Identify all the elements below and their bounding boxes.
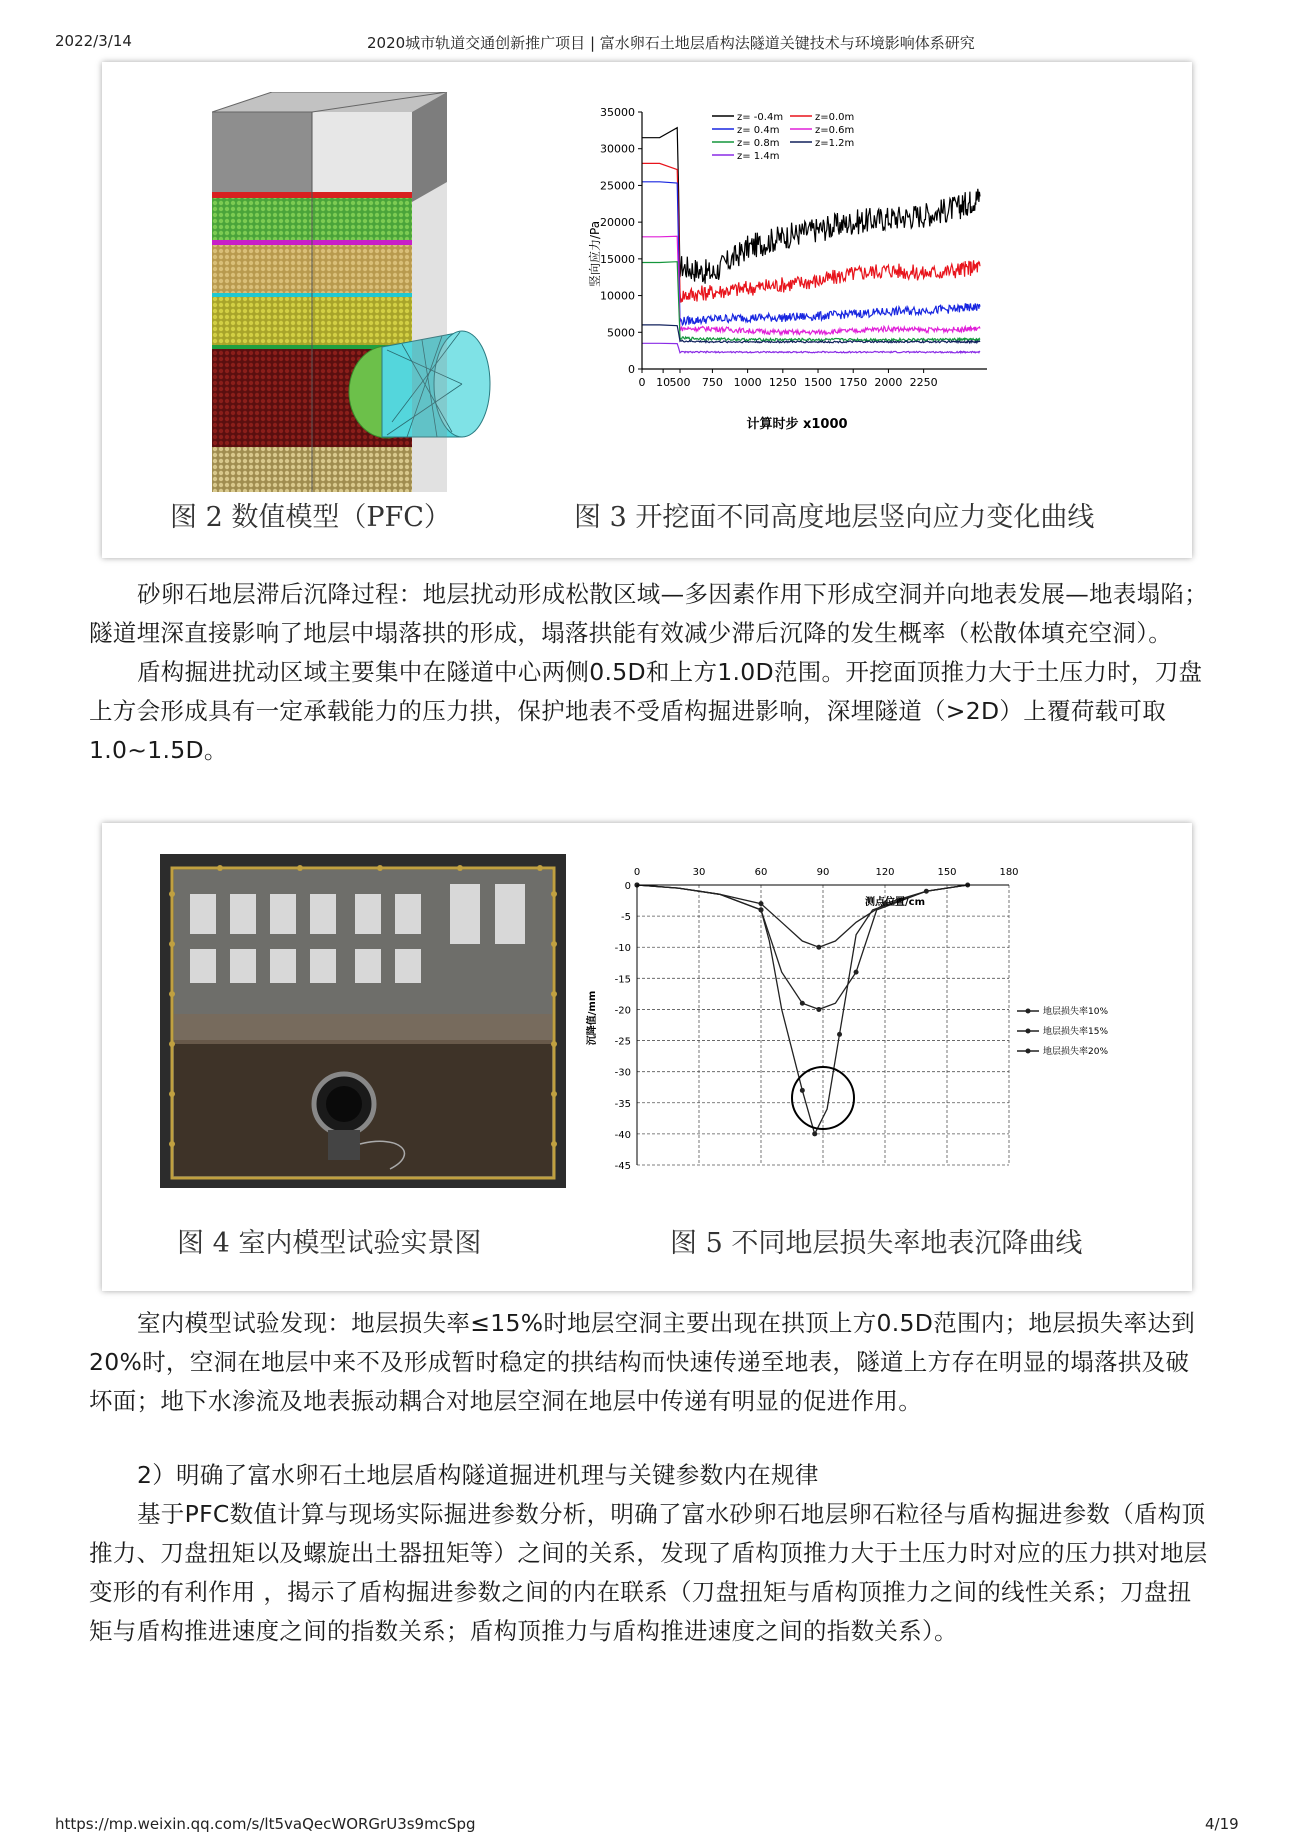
legend-label: z=1.2m bbox=[815, 138, 855, 149]
paragraph-4: 基于PFC数值计算与现场实际掘进参数分析，明确了富水砂卵石地层卵石粒径与盾构掘进参数（盾构顶推力、刀盘扭矩以及螺旋出土器扭矩等）之间的关系，发现了盾构顶推力大于土压力时对应的压力拱对地层变形的有利作用 ，揭示了盾构掘进参数之间的内在联系（刀盘扭矩与盾构顶推力之间的线性关系；刀盘扭矩与盾构推进速度之间的指数关系；盾构顶推力与盾构推进速度之间的指数关系）。 bbox=[89, 1500, 1208, 1645]
y-tick-label: -25 bbox=[614, 1036, 631, 1048]
settlement-chart-xlabel: 测点位置/cm bbox=[865, 897, 925, 908]
y-tick-label: -5 bbox=[621, 912, 631, 924]
legend-marker bbox=[1026, 1029, 1031, 1034]
figure-card-1 bbox=[102, 62, 1192, 558]
legend-label: z= -0.4m bbox=[737, 112, 784, 123]
footer-page-number: 4/19 bbox=[1205, 1815, 1239, 1833]
legend-label: 地层损失率10% bbox=[1043, 1007, 1109, 1017]
data-point bbox=[759, 907, 764, 912]
x-tick-label: 500 bbox=[669, 376, 691, 389]
y-tick-label: 0 bbox=[628, 363, 635, 376]
legend-label: 地层损失率15% bbox=[1043, 1027, 1109, 1037]
y-tick-label: 25000 bbox=[600, 179, 635, 193]
x-tick-label: 1750 bbox=[839, 376, 868, 389]
y-tick-label: 15000 bbox=[600, 252, 635, 266]
x-tick-label: 60 bbox=[754, 867, 768, 878]
text-block-3 bbox=[89, 1456, 1211, 1651]
y-tick-label: -10 bbox=[614, 943, 631, 955]
legend-marker bbox=[1026, 1049, 1031, 1054]
fig5-caption: 图 5 不同地层损失率地表沉降曲线 bbox=[670, 1228, 1083, 1259]
paragraph-1: 砂卵石地层滞后沉降过程：地层扰动形成松散区域—多因素作用下形成空洞并向地表发展—地表塌陷；隧道埋深直接影响了地层中塌落拱的形成，塌落拱能有效减少滞后沉降的发生概率（松散体填充空洞）。 bbox=[89, 580, 1208, 647]
legend-label: z= 0.4m bbox=[737, 125, 780, 136]
fig2-caption: 图 2 数值模型（PFC） bbox=[170, 502, 451, 533]
y-tick-label: -35 bbox=[614, 1098, 631, 1110]
header-date: 2022/3/14 bbox=[55, 32, 132, 50]
x-tick-label: 0 bbox=[638, 376, 646, 389]
settlement-chart bbox=[577, 853, 1137, 1193]
fig4-caption: 图 4 室内模型试验实景图 bbox=[177, 1228, 482, 1259]
y-tick-label: -40 bbox=[614, 1129, 631, 1141]
stress-chart-ylabel: 竖向应力/Pa bbox=[588, 220, 602, 288]
y-tick-label: -20 bbox=[614, 1005, 631, 1017]
settlement-chart-ylabel: 沉降值/mm bbox=[587, 990, 598, 1046]
legend-label: 地层损失率20% bbox=[1043, 1047, 1109, 1057]
data-point bbox=[800, 1001, 805, 1006]
x-tick-label: 750 bbox=[701, 376, 723, 389]
y-tick-label: 20000 bbox=[600, 216, 635, 230]
lab-model-photo bbox=[160, 854, 566, 1188]
y-tick-label: -30 bbox=[614, 1067, 631, 1079]
text-block-1 bbox=[89, 575, 1211, 770]
data-point bbox=[816, 1007, 821, 1012]
series-line bbox=[642, 163, 980, 302]
legend-marker bbox=[1026, 1009, 1031, 1014]
x-tick-label: 90 bbox=[816, 867, 830, 878]
pfc-model-image bbox=[212, 92, 532, 502]
data-point bbox=[854, 970, 859, 975]
footer-url[interactable]: https://mp.weixin.qq.com/s/lt5vaQecWORGrU3s9mcSpg bbox=[55, 1815, 476, 1833]
legend-label: z=0.6m bbox=[815, 125, 855, 136]
y-tick-label: 5000 bbox=[607, 326, 635, 340]
settlement-chart-axes bbox=[615, 867, 1019, 1172]
x-tick-label: 150 bbox=[937, 867, 957, 878]
figure-card-2 bbox=[102, 823, 1192, 1291]
x-tick-label: 2250 bbox=[909, 376, 938, 389]
x-tick-label: 1250 bbox=[768, 376, 797, 389]
data-point bbox=[837, 1032, 842, 1037]
y-tick-label: 35000 bbox=[600, 106, 635, 119]
data-point bbox=[924, 889, 929, 894]
settlement-chart-legend bbox=[1017, 1005, 1108, 1057]
paragraph-2: 盾构掘进扰动区域主要集中在隧道中心两侧0.5D和上方1.0D范围。开挖面顶推力大于土压力时，刀盘上方会形成具有一定承载能力的压力拱，保护地表不受盾构掘进影响，深埋隧道（>2D）上覆荷载可取1.0~1.5D。 bbox=[89, 658, 1203, 764]
data-point bbox=[759, 901, 764, 906]
y-tick-label: 0 bbox=[624, 881, 631, 892]
x-tick-label: 1500 bbox=[804, 376, 833, 389]
y-tick-label: 30000 bbox=[600, 142, 635, 156]
series-line bbox=[642, 128, 980, 284]
series-line bbox=[642, 343, 980, 353]
x-tick-label: 30 bbox=[692, 867, 706, 878]
section-heading: 2）明确了富水卵石土地层盾构隧道掘进机理与关键参数内在规律 bbox=[137, 1461, 819, 1489]
series-line bbox=[642, 182, 980, 325]
x-tick-label: 2000 bbox=[874, 376, 903, 389]
stress-chart-legend bbox=[712, 112, 854, 162]
y-tick-label: -45 bbox=[614, 1161, 631, 1172]
x-tick-label: 180 bbox=[999, 867, 1019, 878]
x-tick-label: 10 bbox=[656, 376, 671, 389]
text-block-2 bbox=[89, 1304, 1211, 1421]
stress-chart-plot bbox=[642, 128, 980, 353]
fig3-caption: 图 3 开挖面不同高度地层竖向应力变化曲线 bbox=[574, 502, 1095, 533]
data-point bbox=[812, 1131, 817, 1136]
legend-label: z=0.0m bbox=[815, 112, 855, 123]
x-tick-label: 0 bbox=[633, 867, 641, 878]
y-tick-label: -15 bbox=[614, 974, 631, 986]
y-tick-label: 10000 bbox=[600, 289, 635, 303]
header-title: 2020城市轨道交通创新推广项目 | 富水卵石土地层盾构法隧道关键技术与环境影响体系研究 bbox=[367, 34, 975, 52]
data-point bbox=[816, 945, 821, 950]
data-point bbox=[800, 1088, 805, 1093]
x-tick-label: 1000 bbox=[733, 376, 762, 389]
x-tick-label: 120 bbox=[875, 867, 895, 878]
settlement-chart-grid bbox=[637, 885, 1009, 1165]
stress-chart-axes bbox=[600, 106, 987, 389]
legend-label: z= 0.8m bbox=[737, 138, 780, 149]
stress-chart bbox=[567, 94, 1007, 434]
legend-label: z= 1.4m bbox=[737, 151, 780, 162]
stress-chart-xlabel: 计算时步 x1000 bbox=[746, 417, 848, 432]
paragraph-3: 室内模型试验发现：地层损失率≤15%时地层空洞主要出现在拱顶上方0.5D范围内；地层损失率达到20%时，空洞在地层中来不及形成暂时稳定的拱结构而快速传递至地表，隧道上方存在明显的塌落拱及破坏面；地下水渗流及地表振动耦合对地层空洞在地层中传递有明显的促进作用。 bbox=[89, 1309, 1195, 1415]
